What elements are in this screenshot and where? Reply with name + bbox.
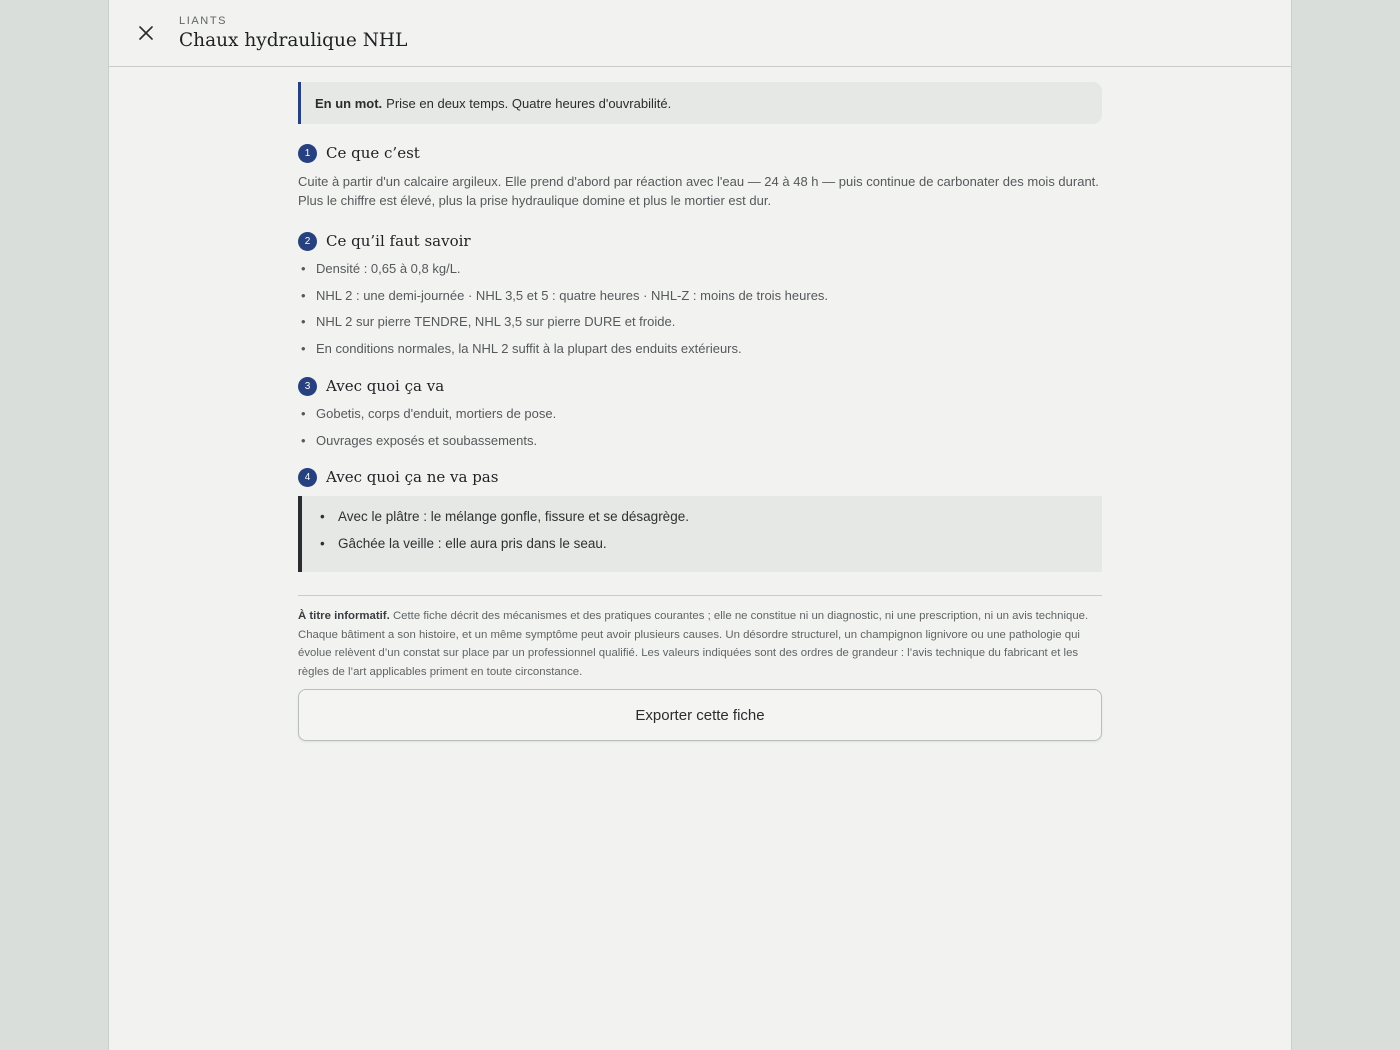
close-icon: [139, 26, 153, 40]
list-item: • Gâchée la veille : elle aura pris dans le seau.: [333, 534, 1102, 561]
category-label: LIANTS: [179, 15, 228, 27]
section-number-badge: 4: [298, 468, 317, 487]
section-title: Avec quoi ça ne va pas: [326, 468, 499, 486]
section-number-badge: 2: [298, 232, 317, 251]
sheet-content: [298, 82, 1102, 741]
section-3: [298, 375, 1102, 457]
section-title: Ce que c’est: [326, 144, 420, 162]
panel-header: [109, 0, 1291, 67]
disclaimer-label: À titre informatif.: [298, 610, 390, 622]
list-item: • NHL 2 sur pierre TENDRE, NHL 3,5 sur pierre DURE et froide.: [298, 312, 1102, 339]
list-item: • En conditions normales, la NHL 2 suffit à la plupart des enduits extérieurs.: [298, 339, 1102, 366]
bullet-list: [298, 259, 1102, 365]
section-number-badge: 1: [298, 144, 317, 163]
export-button[interactable]: Exporter cette fiche: [298, 689, 1102, 741]
section-1: [298, 142, 1102, 210]
section-2: [298, 230, 1102, 365]
bullet-list: [298, 404, 1102, 457]
section-number-badge: 3: [298, 377, 317, 396]
disclaimer-text: Cette fiche décrit des mécanismes et des pratiques courantes ; elle ne constitue ni un diagnostic, ni une prescription, ni un avis technique. Chaque bâtiment a son histoire, et un même symptôme peut avoir plusieurs causes. Un désordre structurel, un champignon lignivore ou une pathologie qui évolue relèvent d’un constat sur place par un professionnel qualifié. Les valeurs indiquées sont des ordres de grandeur : l’avis technique du fabricant et les règles de l’art applicables priment en toute circonstance.: [298, 610, 1089, 678]
detail-panel: [108, 0, 1292, 1050]
section-title: Ce qu’il faut savoir: [326, 232, 471, 250]
summary-text: Prise en deux temps. Quatre heures d'ouvrabilité.: [386, 95, 672, 111]
divider: [298, 595, 1102, 596]
close-button[interactable]: [135, 22, 157, 44]
list-item: • Densité : 0,65 à 0,8 kg/L.: [298, 259, 1102, 286]
summary-callout: [298, 82, 1102, 124]
page-title: Chaux hydraulique NHL: [179, 30, 408, 51]
section-4: [298, 466, 1102, 572]
summary-label: En un mot.: [315, 95, 383, 111]
disclaimer: [298, 607, 1102, 681]
warning-callout: [298, 496, 1102, 572]
list-item: • Avec le plâtre : le mélange gonfle, fissure et se désagrège.: [333, 507, 1102, 534]
list-item: • NHL 2 : une demi-journée · NHL 3,5 et 5 : quatre heures · NHL-Z : moins de trois heures.: [298, 286, 1102, 313]
list-item: • Gobetis, corps d'enduit, mortiers de pose.: [298, 404, 1102, 431]
section-title: Avec quoi ça va: [326, 377, 445, 395]
list-item: • Ouvrages exposés et soubassements.: [298, 431, 1102, 458]
section-paragraph: Cuite à partir d'un calcaire argileux. Elle prend d'abord par réaction avec l'eau — 24 à 48 h — puis continue de carbonater des mois durant. Plus le chiffre est élevé, plus la prise hydraulique domine et plus le mortier est dur.: [298, 174, 1099, 208]
